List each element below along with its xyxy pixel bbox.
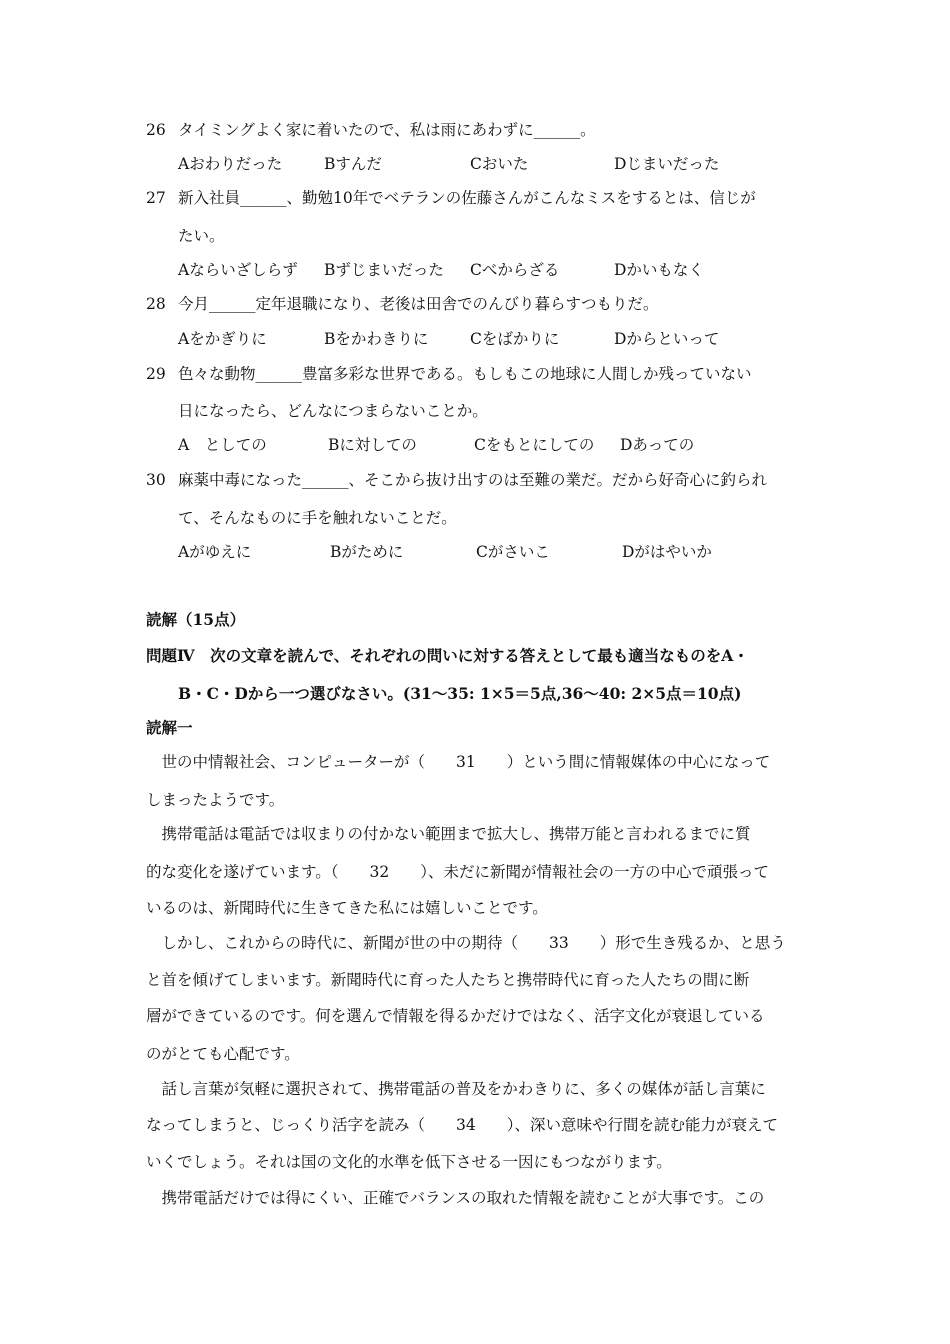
passage-line: しかし、これからの時代に、新聞が世の中の期待（ 33 ）形で生き残るか、と思う: [146, 934, 786, 952]
passage-line: 携帯電話は電話では収まりの付かない範囲まで拡大し、携帯万能と言われるまでに質: [146, 825, 751, 843]
option-b: Bがために: [330, 543, 404, 561]
option-c: Cがさいこ: [476, 543, 550, 561]
option-c: Cべからざる: [470, 261, 560, 279]
question-text: タイミングよく家に着いたので、私は雨にあわずに______。: [178, 121, 596, 139]
passage-line: いくでしょう。それは国の文化的水準を低下させる一因にもつながります。: [146, 1153, 672, 1171]
question-number: 29: [146, 365, 166, 383]
passage-line: 携帯電話だけでは得にくい、正確でバランスの取れた情報を読むことが大事です。この: [146, 1189, 765, 1207]
question-text: 麻薬中毒になった______、そこから抜け出すのは至難の業だ。だから好奇心に釣られ: [178, 471, 768, 489]
passage-line: のがとても心配です。: [146, 1045, 300, 1063]
passage-line: 層ができているのです。何を選んで情報を得るかだけではなく、活字文化が衰退している: [146, 1007, 765, 1025]
option-c: Cをばかりに: [470, 330, 560, 348]
question-text-cont: たい。: [178, 227, 225, 245]
option-a: Aをかぎりに: [178, 330, 267, 348]
question-number: 28: [146, 295, 166, 313]
passage-line: 世の中情報社会、コンピューターが（ 31 ）という間に情報媒体の中心になって: [146, 753, 771, 771]
option-a: Aならいざしらず: [178, 261, 298, 279]
passage-line: と首を傾げてしまいます。新聞時代に育った人たちと携帯時代に育った人たちの間に断: [146, 971, 750, 989]
option-a: Aがゆえに: [178, 543, 252, 561]
question-text-cont: 日になったら、どんなにつまらないことか。: [178, 402, 488, 420]
question-text: 色々な動物______豊富多彩な世界である。もしもこの地球に人間しか残っていない: [178, 365, 752, 383]
question-text: 新入社員______、勤勉10年でベテランの佐藤さんがこんなミスをするとは、信じが: [178, 189, 756, 207]
option-d: Dじまいだった: [614, 155, 720, 173]
problem-instruction: 問題Ⅳ 次の文章を読んで、それぞれの問いに対する答えとして最も適当なものをA・: [146, 646, 749, 665]
option-c: Cおいた: [470, 155, 529, 173]
option-b: Bすんだ: [324, 155, 382, 173]
option-b: Bに対しての: [328, 436, 417, 454]
option-d: Dあっての: [620, 436, 695, 454]
option-a: Aおわりだった: [178, 155, 283, 173]
option-a: A としての: [178, 436, 267, 454]
passage-line: 話し言葉が気軽に選択されて、携帯電話の普及をかわきりに、多くの媒体が話し言葉に: [146, 1080, 766, 1098]
subsection-title: 読解一: [146, 718, 193, 737]
option-b: Bずじまいだった: [324, 261, 444, 279]
question-text-cont: て、そんなものに手を触れないことだ。: [178, 509, 457, 527]
question-text: 今月______定年退職になり、老後は田舎でのんびり暮らすつもりだ。: [178, 295, 659, 313]
option-c: Cをもとにしての: [474, 436, 595, 454]
option-d: Dがはやいか: [622, 543, 712, 561]
passage-line: しまったようです。: [146, 791, 285, 809]
question-number: 30: [146, 471, 166, 489]
option-b: Bをかわきりに: [324, 330, 429, 348]
question-number: 27: [146, 189, 166, 207]
question-number: 26: [146, 121, 166, 139]
passage-line: いるのは、新聞時代に生きてきた私には嬉しいことです。: [146, 899, 548, 917]
option-d: Dかいもなく: [614, 261, 704, 279]
passage-line: 的な変化を遂げています。（ 32 ）、未だに新聞が情報社会の一方の中心で頑張って: [146, 863, 769, 881]
section-title: 読解（15点）: [146, 610, 246, 629]
option-d: Dからといって: [614, 330, 720, 348]
passage-line: なってしまうと、じっくり活字を読み（ 34 ）、深い意味や行間を読む能力が衰えて: [146, 1116, 778, 1134]
problem-instruction-cont: B・C・Dから一つ選びなさい。(31～35: 1×5＝5点,36～40: 2×5点＝10点): [178, 684, 742, 703]
